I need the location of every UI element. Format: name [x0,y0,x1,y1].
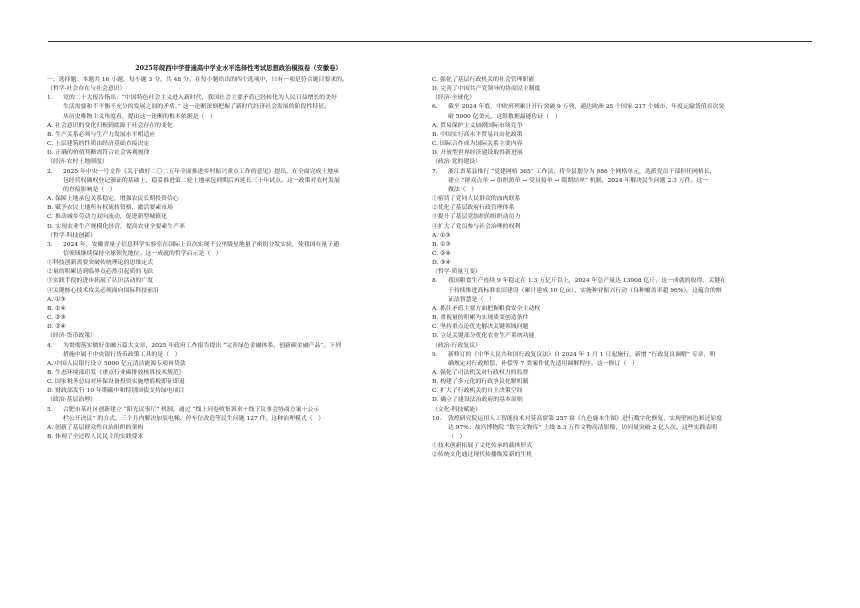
topic-tag: （哲学·社会存在与社会意识） [47,86,126,93]
topic-tag: （政治·基层治理） [47,397,96,404]
question-stem: 包经营权确权登记颁证的基础上，稳妥推进第二轮土地承包到期后再延长三十年试点。这一政策对农村发展 [63,177,340,184]
question-indent [47,250,63,259]
question-stem: 于持续推进高标准农田建设（累计建成 10 亿亩）、实施种业振兴行动（良种覆盖率超 96%）。这蕴含的辩 [448,287,722,294]
question-stem: 敦煌研究院运用人工智能技术对莫高窟第 257 窟《九色鹿本生图》进行数字化修复，实现壁画色彩还原度 [448,415,723,422]
question-indent [432,177,448,186]
left-column [47,76,430,442]
answer-option: C. ②③ [47,315,66,322]
question-stem-line [47,250,430,259]
question-indent [432,360,448,369]
question-number: 5. [47,406,53,413]
question-stem-line [432,113,815,122]
question-indent [432,287,448,296]
question-item [47,94,430,158]
question-stem-line [432,296,815,305]
question-item [432,351,815,406]
question-stem: 信领域继续保持全球领先地位。这一成就的哲学启示是（ ） [63,250,222,257]
question-stem: 措施中属于中央银行货币政策工具的是（ ） [63,351,181,358]
answer-option: C. 扩大了行政机关的自主决策空间 [432,388,523,395]
answer-option: D. 正确的价值判断需符合社会客观规律 [47,150,150,157]
question-item [432,277,815,341]
question-stem-line [47,241,430,250]
topic-tag: （经济·货币政策） [47,333,96,340]
question-indent [432,296,448,305]
answer-option: D. 立足关键部分优化农业生产系统功能 [432,333,535,340]
question-stem: 建立 “群众点单 → 组织派单 → 党员接单 → 限期结单” 机制，2024 年解决民生问题 2.3 万件。这一 [448,177,709,184]
question-stem-line [432,287,815,296]
answer-option: B. 生产关系必须与生产力发展水平相适应 [47,131,156,138]
question-item [432,168,815,269]
question-item [47,241,430,333]
answer-option: D. ②④ [47,324,66,331]
answer-option: B. 重视量的积累为实现质变创造条件 [432,315,529,322]
topic-tag: （经济·农村土地制度） [47,159,108,166]
topic-tag: （哲学·质量互变） [432,269,481,276]
answer-option: ②量的积累达到临界点必然引起质的飞跃 [47,269,154,276]
question-stem: 做法（ ） [448,186,478,193]
question-stem: 党的二十大报告指出：“中国特色社会主义进入新时代，我国社会主要矛盾已经转化为人民日益增长的美好 [63,95,337,102]
question-stem-line [432,103,815,112]
topic-tag: （政治·党的建设） [432,159,481,166]
right-column [432,76,815,461]
answer-option: B. 中国实行高水平贸易自由化政策 [432,131,523,138]
question-stem-line [47,177,430,186]
topic-tag: （文化·科技赋能） [432,406,481,413]
question-stem-line [47,103,430,112]
question-stem-line [47,342,430,351]
question-stem: 新修订的《中华人民共和国行政复议法》自 2024 年 1 月 1 日起施行，新增 “行政复议调解” 专章，明 [448,351,716,358]
question-indent [432,113,448,122]
answer-option: ③实践手段的进步拓展了认识活动的广度 [47,278,154,285]
question-indent [432,186,448,195]
answer-option: A. 创新了基层群众性自治组织的架构 [47,424,144,431]
answer-option: D. 完善了中国共产党领导的协商民主制度 [432,86,541,93]
question-number: 4. [47,342,53,349]
header-rule [48,41,812,42]
question-number: 2. [47,168,53,175]
question-item [432,103,815,158]
exam-title: 2025年皖西中学普通高中学业水平选择性考试思想政治模拟卷（安徽卷） [135,65,342,72]
question-indent [47,113,63,122]
question-stem: 达 97%；故宫博物院 “数字文物库” 上线 8.3 万件文物高清影像，访问量突破 2 亿人次。这些实践表明 [448,424,718,431]
question-stem-line [47,168,430,177]
answer-option: D. 实现农业生产规模化经营，提高农业全要素生产率 [47,223,185,230]
answer-option: ②优化了基层政府行政管理体系 [432,205,515,212]
question-number: 1. [47,95,53,102]
answer-option: ①技术创新拓展了文化传承的载体形式 [432,443,533,450]
question-number: 10. [432,415,442,422]
question-stem-line [432,415,815,424]
answer-option: B. 赋予农民土地所有权流转资格，激活要素市场 [47,205,173,212]
answer-option: D. 财政部发行 10 年期碳中和特别国债支持绿电项目 [47,388,185,395]
question-stem-line [432,168,815,177]
question-item [432,415,815,461]
question-stem-line [47,415,430,424]
answer-option: B. 体现了全过程人民民主的实践要求 [47,434,144,441]
question-indent [47,415,63,424]
question-stem: 合肥市某社区创新建立 “阳光议事厅” 机制，通过 “线上问卷收集诉求＋线下议事会协商方案＋公示 [63,406,320,413]
question-indent [47,103,63,112]
question-indent [47,186,63,195]
answer-option: ①科技创新需要突破传统理论的思维定式 [47,260,154,267]
answer-option: ①密切了党同人民群众的血肉联系 [432,196,521,203]
answer-option: ③提升了基层党组织的组织动员力 [432,214,521,221]
question-number: 8. [432,278,438,285]
answer-option: ④关键核心技术攻关必须面向国际科技前沿 [47,287,159,294]
question-stem-line [432,186,815,195]
question-stem: （ ） [448,434,466,441]
question-stem-line [47,406,430,415]
answer-option: A. 贸易保护主义加剧国际市场竞争 [432,122,523,129]
answer-option: A. 抓住矛盾主要方面把握粮食安全主动权 [432,305,541,312]
question-stem: 生活需要和不平衡不充分的发展之间的矛盾。” 这一论断深刻把握了新时代经济社会发展的阶段性特征。 [63,104,331,111]
section-instructions: 一、选择题：本题共 16 小题，每小题 3 分，共 48 分。在每小题给出的四个选项中，只有一项是符合题目要求的。 [47,77,348,83]
question-stem: 从历史唯物主义角度看，提出这一论断的根本依据是（ ） [63,113,216,120]
answer-option: A. 保障土地承包关系稳定，增强农民长期投资信心 [47,196,179,203]
question-stem-line [432,277,815,286]
question-stem: 破 5000 亿美元，这组数据最能佐证（ ） [448,113,561,120]
answer-option: B. 生态环境部印发《重点行业碳排放核算技术规范》 [47,370,185,376]
answer-option: A. 强化了司法机关对行政权力的监督 [432,370,529,376]
question-number: 6. [432,104,438,111]
answer-option: ④扩大了党员参与社会治理的权利 [432,223,521,230]
question-indent [47,351,63,360]
answer-option: ②传统文化通过现代传播焕发新的生机 [432,452,533,459]
question-number: 9. [432,351,438,358]
answer-option: B. 构建了多元化的行政争议化解机制 [432,379,529,386]
question-stem-line [47,113,430,122]
question-stem-line [432,177,815,186]
answer-option: C. 强化了基层行政机关的社会管理职能 [432,77,535,83]
question-item [47,168,430,232]
answer-option: C. 上层建筑的性质由经济基础直接决定 [47,141,150,148]
question-number: 3. [47,241,53,248]
question-stem-line [432,360,815,369]
answer-option: B. ①④ [47,305,66,312]
topic-tag: （经济·全球化） [432,95,476,102]
question-stem: 我国粮食生产连续 9 年稳定在 1.3 万亿斤以上，2024 年总产量达 13908 亿斤，这一成就的取得，关键在 [448,278,726,285]
answer-option: C. ②④ [432,250,451,257]
answer-option: C. 推动城乡劳动力双向流动，促进新型城镇化 [47,214,167,221]
question-stem: 截至 2024 年底，中欧班列累计开行突破 9 万列，通达欧洲 25 个国家 217 个城市，年度运输货值首次突 [448,104,725,111]
question-indent [47,177,63,186]
answer-option: C. 国际合作成为国际关系主要内容 [432,141,523,148]
answer-option: A. 社会意识的变化归根到底源于社会存在的变化 [47,122,173,129]
question-stem-line [432,433,815,442]
question-indent [432,433,448,442]
question-stem: 为贯彻落实做好金融五篇大文章，2025 年政府工作报告提出 “完善绿色金融体系，创新碳金融产品”。下列 [63,342,342,349]
topic-tag: （哲学·科技创新） [47,232,96,239]
question-stem: 证法智慧是（ ） [448,296,495,303]
answer-option: D. 开放型世界经济建设取得新进展 [432,150,523,157]
answer-option: A. ①③ [432,232,451,239]
answer-option: D. 确立了建设法治政府的基本原则 [432,397,523,404]
question-stem-line [432,424,815,433]
answer-option: A. ①③ [47,296,66,303]
topic-tag: （政治·行政复议） [432,342,481,349]
question-stem: 2025 年中央一号文件《关于做好二〇二五年全面推进乡村振兴重点工作的意见》提出，在全面完成土地承 [63,168,340,175]
question-indent [432,424,448,433]
answer-option: C. 国家税务总局对环保设备投资实施增值税即征即退 [47,379,185,386]
answer-option: D. ③④ [432,260,451,267]
answer-option: A. 中国人民银行设立 5000 亿元清洁能源专项再贷款 [47,360,186,367]
question-item [47,342,430,397]
question-stem: 确规定对行政赔偿、补偿等 7 类案件优先适用调解程序。这一修订（ ） [448,360,638,367]
answer-option: C. 坚持重点论优先解决关键领域问题 [432,324,529,331]
question-stem-line [47,186,430,195]
answer-option: B. ①③ [432,241,451,248]
question-stem: 2024 年，安徽省量子信息科学实验室在国际上首次实现千公里级星地量子密钥分发实验，使我国在量子通 [63,241,340,248]
question-stem-line [432,351,815,360]
question-stem-line [47,94,430,103]
question-stem: 栏公开决议” 的方式，三个月内解决加装电梯、停车位改造等民生问题 127 件。这种治理模式（ ） [63,415,325,422]
question-stem: 浙江省某县推行 “党建网格 365” 工作法，将全县划分为 986 个网格单元，选派党员干部担任网格长， [448,168,716,175]
question-number: 7. [432,168,438,175]
question-stem-line [47,351,430,360]
question-item [47,406,430,443]
question-stem: 的直接影响是（ ） [63,186,116,193]
